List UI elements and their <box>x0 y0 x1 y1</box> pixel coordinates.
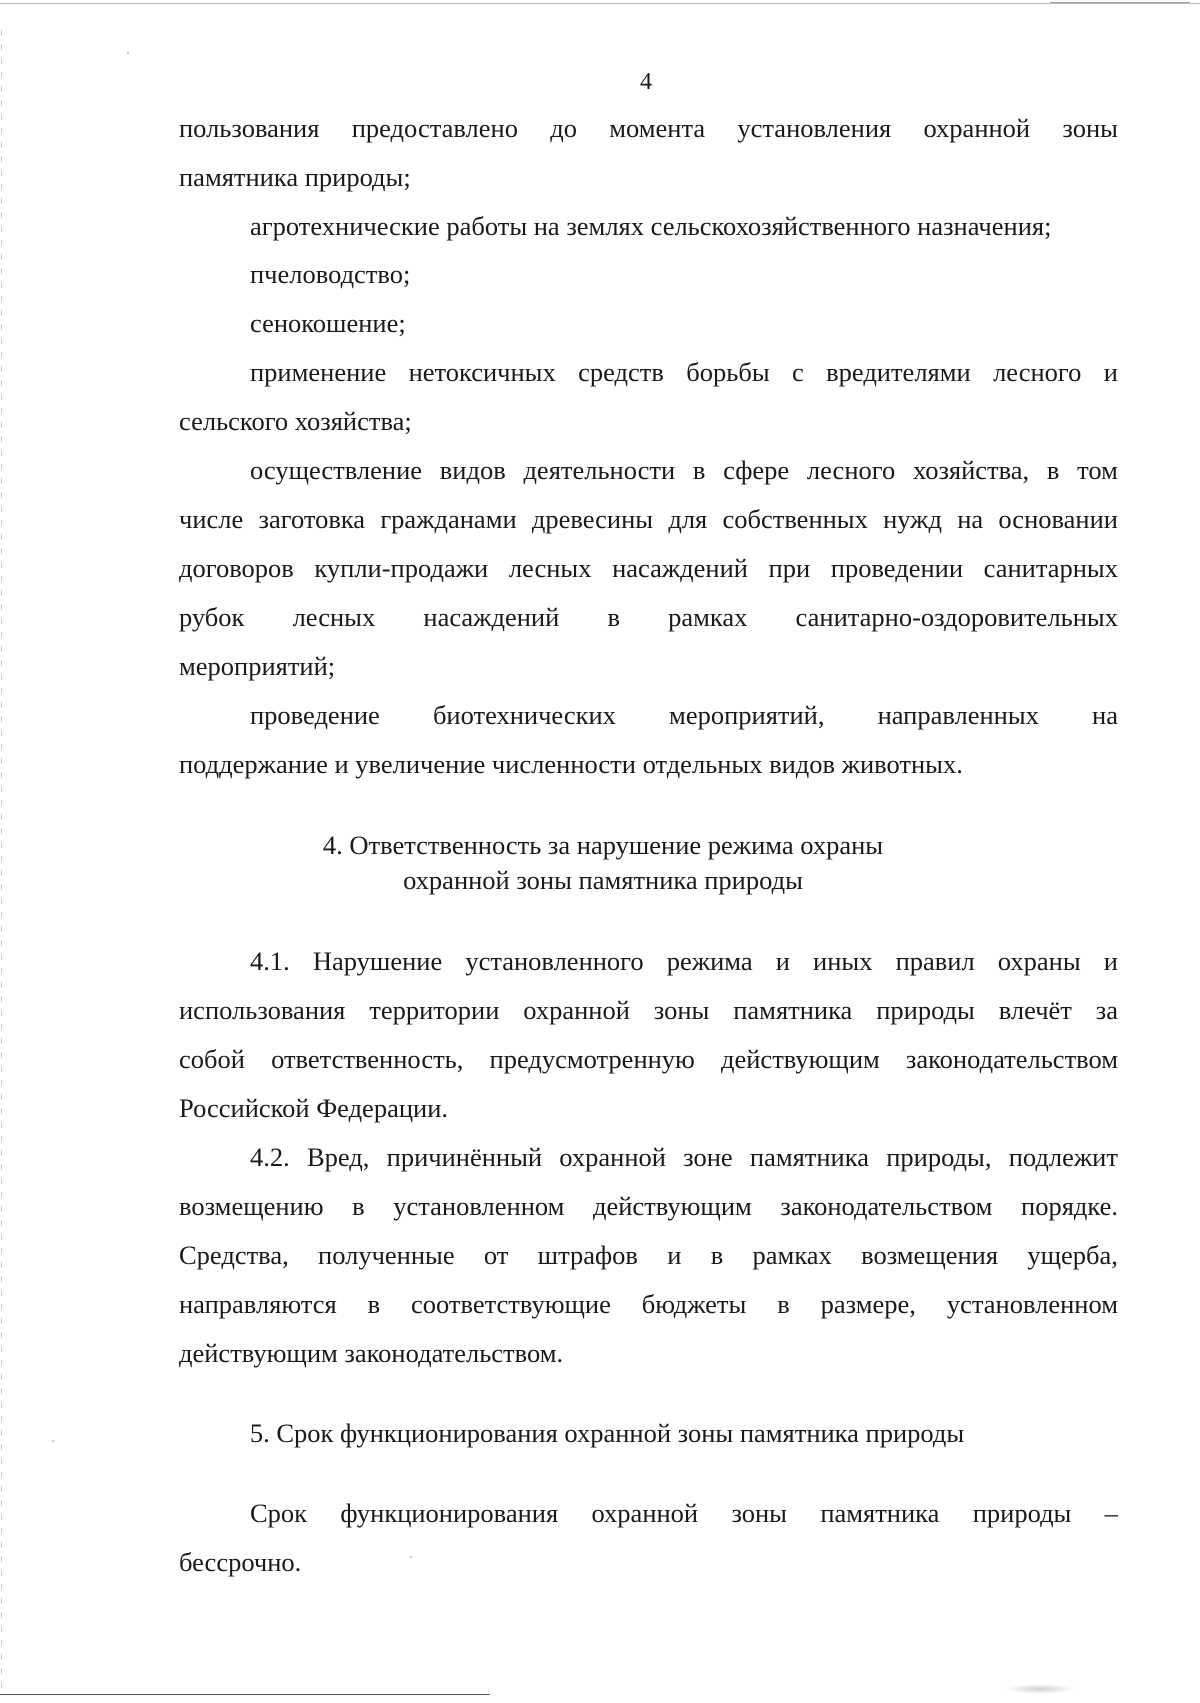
text-line: памятника природы; <box>179 162 411 192</box>
list-item <box>250 357 1118 387</box>
word: использования <box>179 995 346 1025</box>
word: собственных <box>722 504 868 534</box>
word: ущерба, <box>1027 1240 1118 1270</box>
word: законодательством <box>780 1191 993 1221</box>
word: Срок <box>250 1498 308 1528</box>
word: природы <box>972 1498 1072 1528</box>
word: возмещению <box>179 1191 324 1221</box>
list-item <box>250 700 1118 730</box>
paragraph-line: бессрочно. <box>179 1547 302 1577</box>
word: гражданами <box>380 504 517 534</box>
word: зоны <box>731 1498 787 1528</box>
word: от <box>483 1240 509 1270</box>
word: для <box>668 504 708 534</box>
word: охранной <box>523 995 630 1025</box>
word: – <box>1104 1498 1118 1528</box>
paragraph-line <box>179 1289 1118 1319</box>
paragraph-line <box>250 1498 1118 1528</box>
paragraph-line <box>179 1191 1118 1221</box>
word: правил <box>895 946 975 976</box>
paragraph-line <box>250 1142 1118 1172</box>
word: Нарушение <box>312 946 443 976</box>
scan-smudge <box>1005 1684 1075 1694</box>
text-line <box>179 113 1118 143</box>
paragraph-line: Российской Федерации. <box>179 1093 448 1123</box>
word: в <box>1046 455 1060 485</box>
word: с <box>792 357 804 387</box>
word: в <box>352 1191 365 1221</box>
word: предусмотренную <box>489 1044 695 1074</box>
word: в <box>607 602 620 632</box>
word: борьбы <box>686 357 770 387</box>
word: охранной <box>923 113 1031 143</box>
word: договоров <box>179 553 294 583</box>
word: памятника <box>749 1142 869 1172</box>
word: основании <box>998 504 1118 534</box>
word: действующим <box>721 1044 880 1074</box>
word: момента <box>609 113 706 143</box>
word: зоне <box>683 1142 733 1172</box>
word: памятника <box>820 1498 940 1528</box>
word: лесных <box>292 602 376 632</box>
word: функционирования <box>340 1498 559 1528</box>
word: и <box>775 946 790 976</box>
scan-speck <box>127 52 129 54</box>
word: охранной <box>559 1142 666 1172</box>
word: полученные <box>318 1240 455 1270</box>
word: биотехнических <box>432 700 616 730</box>
list-item: агротехнические работы на землях сельскохозяйственного назначения; <box>250 211 1052 241</box>
word: пользования <box>179 113 320 143</box>
word: в <box>692 455 706 485</box>
word: режима <box>666 946 753 976</box>
word: причинённый <box>386 1142 543 1172</box>
section-heading: охранной зоны памятника природы <box>403 865 803 895</box>
text-line <box>179 553 1118 583</box>
word: за <box>1095 995 1118 1025</box>
word: соответствующие <box>411 1289 611 1319</box>
list-item <box>250 455 1118 485</box>
word: мероприятий, <box>669 700 825 730</box>
text-line <box>179 602 1118 632</box>
word: установления <box>737 113 892 143</box>
word: купли-продажи <box>314 553 489 583</box>
word: применение <box>250 357 387 387</box>
paragraph-line <box>179 1240 1118 1270</box>
word: лесного <box>806 455 896 485</box>
word: влечёт <box>998 995 1072 1025</box>
scan-edge-top-right <box>1050 2 1190 3</box>
word: рубок <box>179 602 245 632</box>
word: том <box>1077 455 1118 485</box>
list-item: пчеловодство; <box>250 259 411 289</box>
word: 4.1. <box>250 946 290 976</box>
word: на <box>957 504 984 534</box>
word: бюджеты <box>641 1289 747 1319</box>
word: памятника <box>733 995 853 1025</box>
word: в <box>367 1289 381 1319</box>
word: предоставлено <box>351 113 518 143</box>
word: установленном <box>946 1289 1118 1319</box>
word: на <box>1092 700 1118 730</box>
word: направляются <box>179 1289 337 1319</box>
word: подлежит <box>1008 1142 1118 1172</box>
word: законодательством <box>905 1044 1118 1074</box>
word: санитарных <box>983 553 1118 583</box>
word: рамках <box>752 1240 832 1270</box>
list-item: сенокошение; <box>250 308 406 338</box>
word: сфере <box>723 455 790 485</box>
word: нетоксичных <box>408 357 556 387</box>
word: охранной <box>591 1498 699 1528</box>
word: размере, <box>820 1289 916 1319</box>
word: осуществление <box>250 455 423 485</box>
word: санитарно-оздоровительных <box>795 602 1118 632</box>
word: насаждений <box>612 553 748 583</box>
word: в <box>710 1240 724 1270</box>
word: до <box>550 113 577 143</box>
section-heading: 4. Ответственность за нарушение режима охраны <box>322 830 884 860</box>
section-heading: 5. Срок функционирования охранной зоны памятника природы <box>249 1418 965 1448</box>
word: насаждений <box>423 602 560 632</box>
word: видов <box>439 455 506 485</box>
word: направленных <box>877 700 1039 730</box>
scan-edge-top <box>0 3 1200 4</box>
page-number: 4 <box>640 69 652 95</box>
word: 4.2. <box>250 1142 290 1172</box>
word: древесины <box>531 504 654 534</box>
word: порядке. <box>1021 1191 1118 1221</box>
paragraph-line <box>179 1044 1118 1074</box>
word: Вред, <box>306 1142 370 1172</box>
word: деятельности <box>523 455 676 485</box>
text-line <box>179 504 1118 534</box>
word: средств <box>578 357 664 387</box>
word: вредителями <box>826 357 971 387</box>
word: природы, <box>886 1142 992 1172</box>
word: лесных <box>508 553 592 583</box>
word: штрафов <box>537 1240 638 1270</box>
word: территории <box>369 995 500 1025</box>
word: и <box>1103 946 1118 976</box>
word: нужд <box>883 504 942 534</box>
paragraph-line: действующим законодательством. <box>179 1338 564 1368</box>
word: возмещения <box>861 1240 999 1270</box>
word: зоны <box>653 995 710 1025</box>
word: числе <box>179 504 244 534</box>
word: иных <box>813 946 873 976</box>
word: заготовка <box>258 504 366 534</box>
word: действующим <box>592 1191 752 1221</box>
scan-speck <box>410 1556 412 1558</box>
word: лесного <box>993 357 1082 387</box>
word: и <box>667 1240 682 1270</box>
word: природы <box>876 995 975 1025</box>
word: рамках <box>668 602 748 632</box>
text-line: поддержание и увеличение численности отдельных видов животных. <box>179 749 963 779</box>
word: охраны <box>997 946 1081 976</box>
text-line: мероприятий; <box>179 651 336 681</box>
paragraph-line <box>250 946 1118 976</box>
word: установленного <box>465 946 644 976</box>
word: в <box>777 1289 790 1319</box>
word: хозяйства, <box>912 455 1030 485</box>
scan-edge-bottom <box>0 1694 490 1695</box>
word: проведение <box>250 700 380 730</box>
word: Средства, <box>179 1240 289 1270</box>
word: ответственность, <box>271 1044 464 1074</box>
paragraph-line <box>179 995 1118 1025</box>
word: при <box>768 553 811 583</box>
word: зоны <box>1062 113 1118 143</box>
text-line: сельского хозяйства; <box>179 406 412 436</box>
word: собой <box>179 1044 245 1074</box>
word: проведении <box>830 553 964 583</box>
word: и <box>1103 357 1118 387</box>
word: установленном <box>393 1191 565 1221</box>
